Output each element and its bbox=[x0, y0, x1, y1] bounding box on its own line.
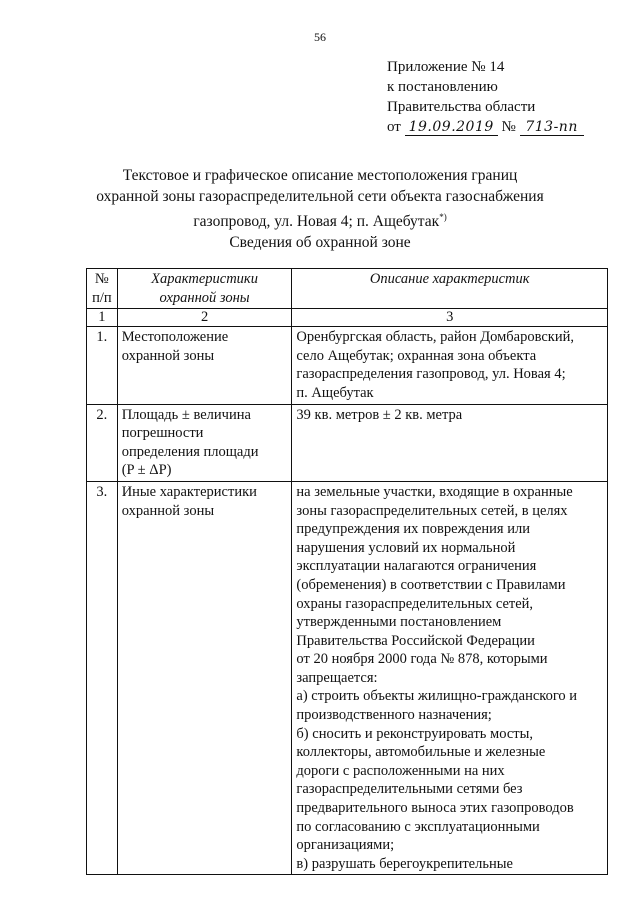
row-number: 3. bbox=[87, 481, 118, 874]
row-description-line: утвержденными постановлением bbox=[296, 614, 502, 631]
row-description-line: производственного назначения; bbox=[296, 707, 492, 724]
header-col-num bbox=[87, 269, 118, 309]
row-description-line: село Ащебутак; охранная зона объекта bbox=[296, 347, 537, 364]
page-number: 56 bbox=[314, 30, 326, 44]
table-row bbox=[87, 481, 608, 874]
appendix-line-4 bbox=[387, 117, 584, 137]
row-characteristic-line: Иные характеристики bbox=[121, 483, 257, 500]
row-description-line: от 20 ноября 2000 года № 878, которыми bbox=[296, 651, 548, 668]
row-description-line: п. Ащебутак bbox=[296, 384, 374, 401]
header-num-line-2: п/п bbox=[92, 289, 112, 306]
row-description-line: (обременения) в соответствии с Правилами bbox=[296, 576, 566, 593]
table-header-row bbox=[87, 269, 608, 309]
row-characteristic-line: охранной зоны bbox=[121, 502, 215, 519]
appendix-line-2: к постановлению bbox=[387, 79, 498, 95]
row-characteristic-line: определения площади bbox=[121, 443, 259, 460]
row-characteristic-line: охранной зоны bbox=[121, 347, 215, 364]
row-description-line: эксплуатации налагаются ограничения bbox=[296, 558, 537, 575]
row-description-line: а) строить объекты жилищно-гражданского и bbox=[296, 688, 578, 705]
row-characteristic bbox=[117, 327, 292, 404]
column-number-2: 2 bbox=[117, 309, 292, 327]
row-description-line: дороги с расположенными на них bbox=[296, 762, 505, 779]
appendix-block bbox=[387, 57, 584, 137]
document-title bbox=[0, 165, 640, 232]
column-number-3: 3 bbox=[292, 309, 608, 327]
row-description-line: нарушения условий их нормальной bbox=[296, 539, 516, 556]
number-sign: № bbox=[501, 119, 516, 135]
row-characteristic bbox=[117, 404, 292, 481]
handwritten-number: 713-пп bbox=[520, 119, 584, 136]
row-description-line: организациями; bbox=[296, 837, 395, 854]
section-subtitle: Сведения об охранной зоне bbox=[229, 234, 411, 251]
row-description-line: охраны газораспределительных сетей, bbox=[296, 595, 534, 612]
row-description bbox=[292, 404, 608, 481]
appendix-line-1: Приложение № 14 bbox=[387, 59, 505, 75]
title-line-3-text: газопровод, ул. Новая 4; п. Ащебутак bbox=[193, 213, 440, 231]
row-description-line: Оренбургская область, район Домбаровский, bbox=[296, 329, 574, 346]
title-line-2: охранной зоны газораспределительной сети объекта газоснабжения bbox=[96, 188, 544, 205]
row-number: 2. bbox=[87, 404, 118, 481]
zone-table bbox=[86, 268, 608, 875]
row-description-line: предупреждения их повреждения или bbox=[296, 521, 530, 538]
footnote-mark: *) bbox=[439, 212, 447, 222]
row-description-line: по согласованию с эксплуатационными bbox=[296, 818, 540, 835]
handwritten-date: 19.09.2019 bbox=[405, 119, 498, 136]
header-col-characteristics bbox=[117, 269, 292, 309]
row-description-line: газораспределительными сетями без bbox=[296, 781, 523, 798]
row-characteristic-line: погрешности bbox=[121, 425, 204, 442]
row-description bbox=[292, 481, 608, 874]
header-char-line-1: Характеристики bbox=[151, 271, 258, 287]
header-char-line-2: охранной зоны bbox=[159, 289, 250, 306]
column-number-1: 1 bbox=[87, 309, 118, 327]
row-description-line: зоны газораспределительных сетей, в целях bbox=[296, 502, 568, 519]
row-characteristic-line: Площадь ± величина bbox=[121, 406, 251, 423]
row-description-line: коллекторы, автомобильные и железные bbox=[296, 744, 546, 761]
row-description bbox=[292, 327, 608, 404]
header-col-description: Описание характеристик bbox=[292, 269, 608, 309]
row-description-line: запрещается: bbox=[296, 669, 378, 686]
table-row bbox=[87, 404, 608, 481]
title-line-1: Текстовое и графическое описание местоположения границ bbox=[122, 167, 518, 184]
title-line-3 bbox=[0, 207, 640, 232]
row-number: 1. bbox=[87, 327, 118, 404]
row-description-line: на земельные участки, входящие в охранные bbox=[296, 483, 573, 500]
appendix-from-label: от bbox=[387, 119, 401, 135]
row-characteristic-line: (P ± ΔP) bbox=[121, 462, 172, 479]
column-number-row bbox=[87, 309, 608, 327]
row-description-line: в) разрушать берегоукрепительные bbox=[296, 855, 513, 872]
row-description-line: Правительства Российской Федерации bbox=[296, 632, 535, 649]
row-characteristic bbox=[117, 481, 292, 874]
header-num-line-1: № bbox=[94, 271, 109, 287]
row-characteristic-line: Местоположение bbox=[121, 329, 229, 346]
row-description-line: предварительного выноса этих газопроводов bbox=[296, 800, 574, 817]
row-description-line: 39 кв. метров ± 2 кв. метра bbox=[296, 406, 463, 423]
row-description-line: б) сносить и реконструировать мосты, bbox=[296, 725, 533, 742]
table-row bbox=[87, 327, 608, 404]
row-description-line: газораспределения газопровод, ул. Новая 4; bbox=[296, 366, 566, 383]
appendix-line-3: Правительства области bbox=[387, 99, 536, 115]
